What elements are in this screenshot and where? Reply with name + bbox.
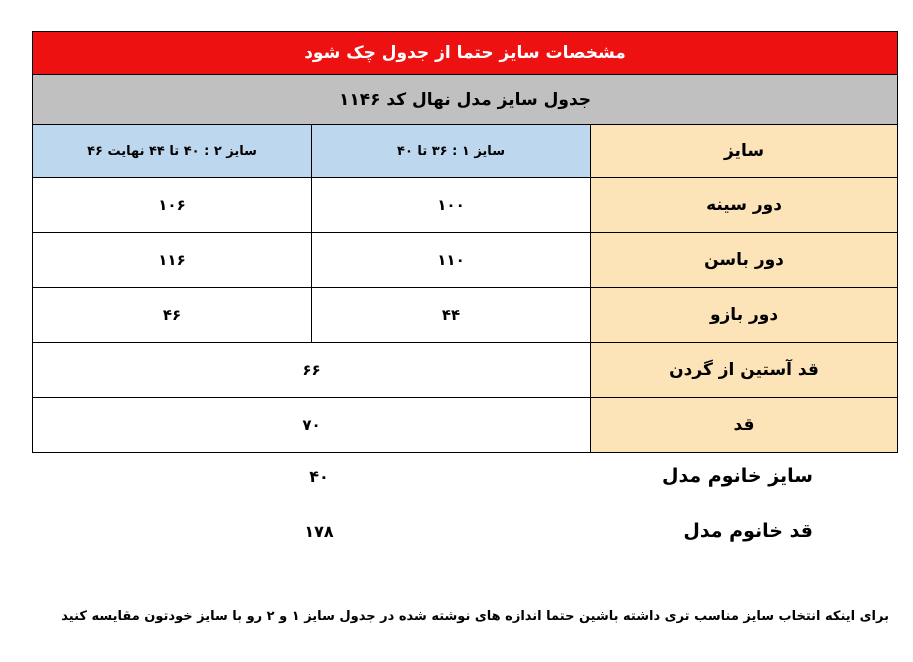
hip-size1-value: ۱۱۰ xyxy=(312,233,591,288)
size-advice-note: برای اینکه انتخاب سایز مناسب تری داشته باشین حتما اندازه های نوشته شده در جدول سایز ۱ و ۲ رو با سایز خودتون مقایسه کنید xyxy=(61,609,889,624)
table-row-hip xyxy=(33,233,898,288)
table-row-arm xyxy=(33,288,898,343)
model-height-value: ۱۷۸ xyxy=(304,522,334,541)
size-chart-table xyxy=(32,31,898,453)
row-label-sleeve: قد آستین از گردن xyxy=(591,343,898,398)
model-height-label: قد خانوم مدل xyxy=(683,520,813,542)
model-size-value: ۴۰ xyxy=(309,467,329,486)
row-label-hip: دور باسن xyxy=(591,233,898,288)
hip-size2-value: ۱۱۶ xyxy=(33,233,312,288)
row-label-chest: دور سینه xyxy=(591,178,898,233)
table-title: مشخصات سایز حتما از جدول چک شود xyxy=(33,32,898,75)
length-value: ۷۰ xyxy=(33,398,591,453)
table-row-length xyxy=(33,398,898,453)
model-size-label: سایز خانوم مدل xyxy=(661,465,813,487)
subtitle-row xyxy=(33,75,898,125)
header-label-cell: سایز xyxy=(591,125,898,178)
sleeve-value: ۶۶ xyxy=(33,343,591,398)
chest-size1-value: ۱۰۰ xyxy=(312,178,591,233)
chest-size2-value: ۱۰۶ xyxy=(33,178,312,233)
arm-size2-value: ۴۶ xyxy=(33,288,312,343)
table-subtitle: جدول سایز مدل نهال کد ۱۱۴۶ xyxy=(33,75,898,125)
arm-size1-value: ۴۴ xyxy=(312,288,591,343)
row-label-length: قد xyxy=(591,398,898,453)
size1-header-cell: سایز ۱ : ۳۶ تا ۴۰ xyxy=(312,125,591,178)
row-label-arm: دور بازو xyxy=(591,288,898,343)
table-row-sleeve xyxy=(33,343,898,398)
header-row xyxy=(33,125,898,178)
size2-header-cell: سایز ۲ : ۴۰ تا ۴۴ نهایت ۴۶ xyxy=(33,125,312,178)
table-row-chest xyxy=(33,178,898,233)
title-row xyxy=(33,32,898,75)
